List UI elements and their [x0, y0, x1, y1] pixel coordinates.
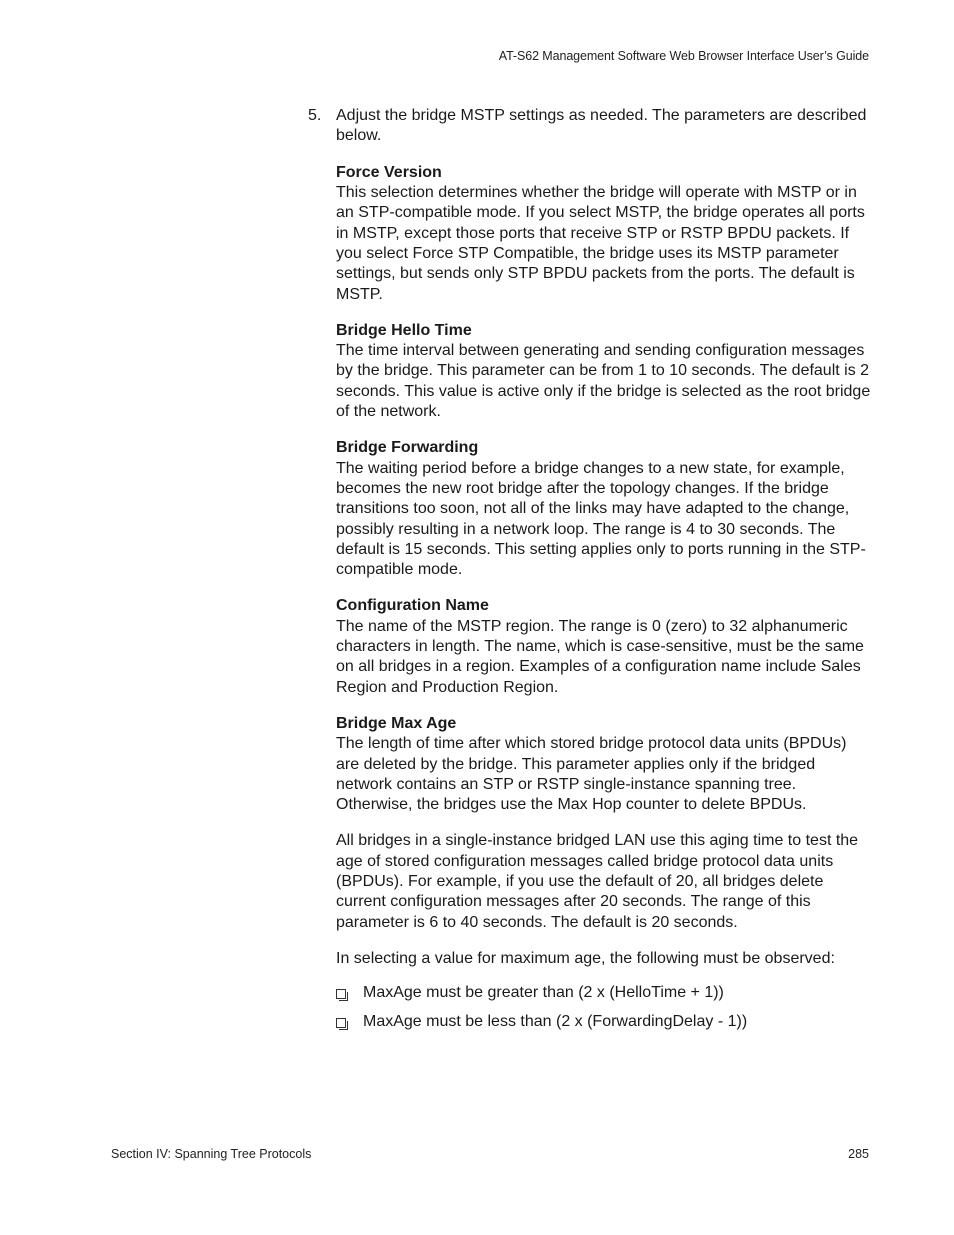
param-bridge-max-age: [336, 714, 873, 815]
step-text: Adjust the bridge MSTP settings as needed. The parameters are described below.: [336, 107, 867, 145]
param-text: This selection determines whether the bridge will operate with MSTP or in an STP-compatible mode. If you select MSTP, the bridge operates all ports in MSTP, except those ports that receive STP or RSTP BPDU packets. If you select Force STP Compatible, the bridge uses its MSTP parameter settings, but sends only STP BPDU packets from the ports. The default is MSTP.: [336, 184, 865, 303]
param-text: The time interval between generating and sending configuration messages by the bridge. This parameter can be from 1 to 10 seconds. The default is 2 seconds. This value is active only if the bridge is selected as the root bridge of the network.: [336, 342, 871, 421]
page-content: [308, 106, 873, 1040]
param-text: The length of time after which stored bridge protocol data units (BPDUs) are deleted by the bridge. This parameter applies only if the bridged network contains an STP or RSTP single-instance spanning tree. Otherwise, the bridges use the Max Hop counter to delete BPDUs.: [336, 735, 847, 814]
list-item: [336, 983, 873, 1003]
step-number: 5.: [308, 107, 322, 124]
parameter-descriptions: [336, 163, 873, 1032]
list-item: [336, 1012, 873, 1032]
param-configuration-name: [336, 596, 873, 697]
param-title: Configuration Name: [336, 597, 489, 615]
list-item-text: MaxAge must be greater than (2 x (HelloTime + 1)): [363, 984, 724, 1002]
param-title: Force Version: [336, 163, 442, 181]
param-text: The waiting period before a bridge changes to a new state, for example, becomes the new root bridge after the topology changes. If the bridge transitions too soon, not all of the links may have adapted to the change, possibly resulting in a network loop. The range is 4 to 30 seconds. The default is 15 seconds. This setting applies only to ports running in the STP-compatible mode.: [336, 459, 866, 579]
param-text: The name of the MSTP region. The range is 0 (zero) to 32 alphanumeric characters in length. The name, which is case-sensitive, must be the same on all bridges in a region. Examples of a configuration name include Sales Region and Production Region.: [336, 617, 864, 696]
page-number: 285: [848, 1147, 869, 1161]
list-item-text: MaxAge must be less than (2 x (ForwardingDelay - 1)): [363, 1012, 748, 1030]
param-force-version: [336, 163, 873, 305]
footer-section: Section IV: Spanning Tree Protocols: [111, 1147, 312, 1161]
max-age-rules-intro: In selecting a value for maximum age, the following must be observed:: [336, 949, 835, 967]
param-bridge-forwarding: [336, 438, 873, 580]
param-title: Bridge Forwarding: [336, 439, 479, 457]
max-age-rules-list: [336, 983, 873, 1032]
max-age-paragraph: All bridges in a single-instance bridged LAN use this aging time to test the age of stored configuration messages called bridge protocol data units (BPDUs). For example, if you use the default of 20, all bridges delete current configuration messages after 20 seconds. The range of this parameter is 6 to 40 seconds. The default is 20 seconds.: [336, 832, 859, 931]
param-bridge-hello-time: [336, 321, 873, 422]
checkbox-bullet-icon: [336, 989, 346, 999]
checkbox-bullet-icon: [336, 1018, 346, 1028]
step-5: [308, 106, 873, 147]
param-title: Bridge Max Age: [336, 714, 457, 732]
running-header: AT-S62 Management Software Web Browser Interface User’s Guide: [498, 49, 869, 63]
param-title: Bridge Hello Time: [336, 321, 472, 339]
